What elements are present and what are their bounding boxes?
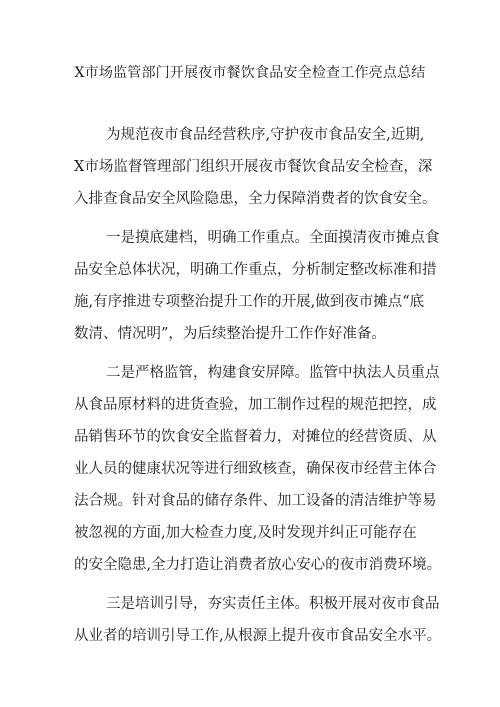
paragraph-line: 数清、情况明”，为后续整治提升工作作好准备。 <box>74 326 386 342</box>
paragraph-line: 业人员的健康状况等进行细致核查，确保夜市经营主体合 <box>74 461 437 477</box>
paragraph-line: 品销售环节的饮食安全监督着力，对摊位的经营资质、从 <box>74 429 437 445</box>
document-title: X市场监管部门开展夜市餐饮食品安全检查工作亮点总结 <box>74 65 426 81</box>
paragraph-line: 的安全隐患,全力打造让消费者放心安心的夜市消费环境。 <box>74 557 442 573</box>
paragraph-line: 品安全总体状况，明确工作重点，分析制定整改标准和措 <box>74 262 437 278</box>
paragraph-line: 二是严格监管，构建食安屏障。监管中执法人员重点 <box>106 365 440 381</box>
paragraph-line: 一是摸底建档，明确工作重点。全面摸清夜市摊点食 <box>106 230 440 246</box>
paragraph-line: 三是培训引导，夯实责任主体。积极开展对夜市食品 <box>106 596 440 612</box>
paragraph-line: 从业者的培训引导工作,从根源上提升夜市食品安全水平。 <box>74 628 442 644</box>
paragraph-line: 入排查食品安全风险隐患，全力保障消费者的饮食安全。 <box>74 191 437 207</box>
paragraph-line: 被忽视的方面,加大检查力度,及时发现并纠正可能存在 <box>74 525 417 541</box>
paragraph-line: 为规范夜市食品经营秩序,守护夜市食品安全,近期, <box>106 127 425 143</box>
paragraph-line: 从食品原材料的进货查验，加工制作过程的规范把控，成 <box>74 397 437 413</box>
paragraph-line: 法合规。针对食品的储存条件、加工设备的清洁维护等易 <box>74 493 437 509</box>
paragraph-line: 施,有序推进专项整治提升工作的开展,做到夜市摊点“底 <box>74 294 425 310</box>
paragraph-line: X市场监督管理部门组织开展夜市餐饮食品安全检查，深 <box>74 159 433 175</box>
